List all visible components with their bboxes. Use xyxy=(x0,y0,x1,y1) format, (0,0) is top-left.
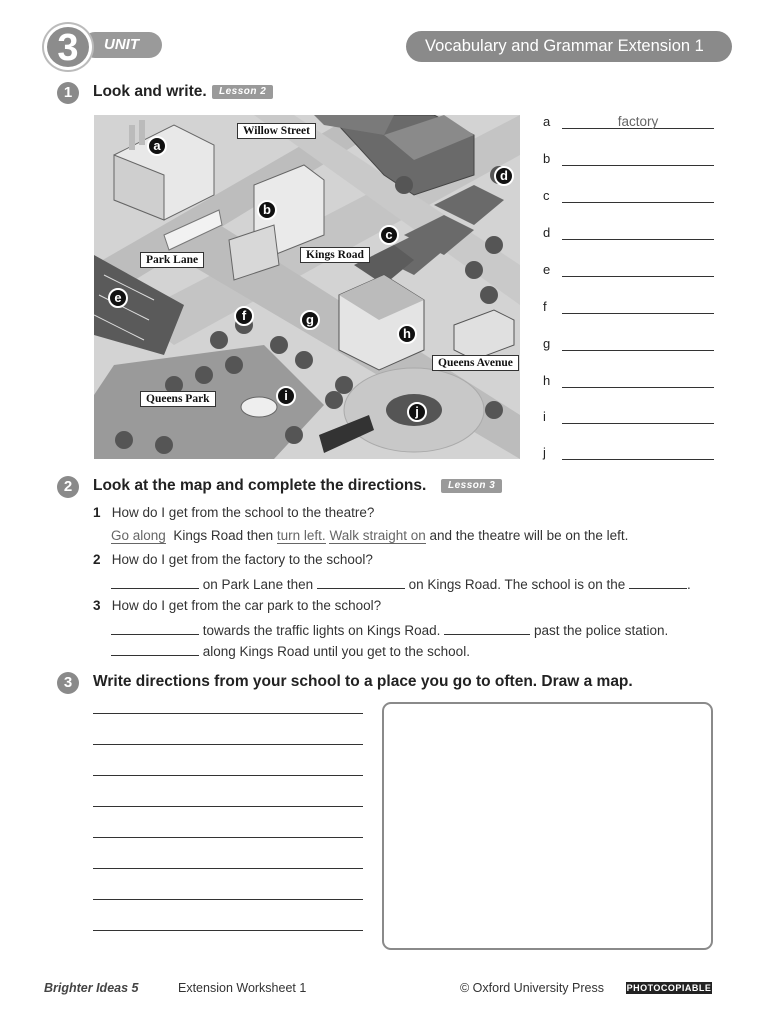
answer-letter: h xyxy=(543,373,551,388)
answer-fill[interactable]: turn left. xyxy=(276,528,326,543)
answer-row xyxy=(543,299,715,319)
map-drawing-box[interactable] xyxy=(382,702,713,950)
question-2 xyxy=(93,552,373,567)
footer-brand: Brighter Ideas 5 xyxy=(44,981,139,995)
answer-field[interactable] xyxy=(562,262,714,277)
answer-text: past the police station. xyxy=(533,623,669,638)
section-2-lesson-tag: Lesson 3 xyxy=(441,479,502,493)
map-illustration xyxy=(94,115,520,459)
map-label-kings-road: Kings Road xyxy=(300,247,370,263)
map-marker-j: j xyxy=(407,402,427,422)
map-marker-f: f xyxy=(234,306,254,326)
town-map xyxy=(94,115,520,459)
answer-letter: f xyxy=(543,299,547,314)
blank-field[interactable] xyxy=(111,642,199,656)
map-label-willow-street: Willow Street xyxy=(237,123,316,139)
section-1-title: Look and write. xyxy=(93,83,207,100)
writing-line[interactable] xyxy=(93,868,363,869)
question-text: How do I get from the car park to the school? xyxy=(111,598,382,613)
answer-field[interactable]: factory xyxy=(562,114,714,129)
answer-text: on Park Lane then xyxy=(202,577,314,592)
answer-fill[interactable]: Go along xyxy=(111,528,166,543)
answer-text: towards the traffic lights on Kings Road. xyxy=(202,623,441,638)
answer-row xyxy=(543,188,715,208)
answer-row xyxy=(543,151,715,171)
map-label-queens-avenue: Queens Avenue xyxy=(432,355,519,371)
answer-letter: g xyxy=(543,336,551,351)
answer-letter: d xyxy=(543,225,551,240)
answer-row xyxy=(543,336,715,356)
answer-row xyxy=(543,373,715,393)
map-marker-d: d xyxy=(494,166,514,186)
map-label-queens-park: Queens Park xyxy=(140,391,216,407)
section-1-number: 1 xyxy=(57,82,79,104)
map-marker-i: i xyxy=(276,386,296,406)
answer-text: and the theatre will be on the left. xyxy=(429,528,629,543)
answer-letter: b xyxy=(543,151,551,166)
blank-field[interactable] xyxy=(111,621,199,635)
map-marker-c: c xyxy=(379,225,399,245)
section-2-title: Look at the map and complete the directions. xyxy=(93,477,427,494)
answer-end: . xyxy=(687,577,691,592)
answer-row xyxy=(543,262,715,282)
answer-field[interactable] xyxy=(562,445,714,460)
answer-field[interactable] xyxy=(562,225,714,240)
answer-fill[interactable]: Walk straight on xyxy=(329,528,426,543)
map-marker-g: g xyxy=(300,310,320,330)
answer-row xyxy=(543,114,715,134)
answer-letter: j xyxy=(543,445,546,460)
blank-field[interactable] xyxy=(317,575,405,589)
map-label-park-lane: Park Lane xyxy=(140,252,204,268)
unit-pill xyxy=(82,32,162,58)
writing-line[interactable] xyxy=(93,775,363,776)
map-marker-e: e xyxy=(108,288,128,308)
section-3-number: 3 xyxy=(57,672,79,694)
footer-worksheet: Extension Worksheet 1 xyxy=(178,981,307,995)
answer-field[interactable] xyxy=(562,299,714,314)
answer-3b xyxy=(111,642,470,659)
photocopiable-badge: PHOTOCOPIABLE xyxy=(626,983,712,993)
question-text: How do I get from the factory to the school? xyxy=(111,552,373,567)
question-3 xyxy=(93,598,381,613)
answer-field[interactable] xyxy=(562,336,714,351)
writing-line[interactable] xyxy=(93,744,363,745)
answer-letter: i xyxy=(543,409,546,424)
answer-2 xyxy=(111,575,691,592)
blank-field[interactable] xyxy=(444,621,530,635)
section-1-lesson-tag: Lesson 2 xyxy=(212,85,273,99)
worksheet-title: Vocabulary and Grammar Extension 1 xyxy=(406,31,732,62)
question-text: How do I get from the school to the theatre? xyxy=(111,505,375,520)
writing-line[interactable] xyxy=(93,806,363,807)
unit-badge xyxy=(44,24,164,69)
answer-row xyxy=(543,409,715,429)
answer-row xyxy=(543,445,715,465)
answer-field[interactable] xyxy=(562,373,714,388)
footer-copyright: © Oxford University Press xyxy=(460,981,604,995)
map-marker-h: h xyxy=(397,324,417,344)
section-2-number: 2 xyxy=(57,476,79,498)
question-number: 2 xyxy=(93,552,101,567)
question-number: 1 xyxy=(93,505,101,520)
answer-letter: c xyxy=(543,188,550,203)
answer-letter: e xyxy=(543,262,551,277)
answer-3a xyxy=(111,621,668,638)
question-number: 3 xyxy=(93,598,101,613)
writing-line[interactable] xyxy=(93,930,363,931)
unit-number: 3 xyxy=(57,27,79,69)
answer-field[interactable] xyxy=(562,151,714,166)
answer-1 xyxy=(111,528,628,543)
unit-number-circle xyxy=(44,24,92,70)
writing-line[interactable] xyxy=(93,713,363,714)
blank-field[interactable] xyxy=(629,575,687,589)
map-marker-a: a xyxy=(147,136,167,156)
unit-label: UNIT xyxy=(104,36,139,53)
answer-text: on Kings Road. The school is on the xyxy=(408,577,626,592)
answer-text: Kings Road then xyxy=(173,528,274,543)
writing-line[interactable] xyxy=(93,837,363,838)
map-marker-b: b xyxy=(257,200,277,220)
answer-field[interactable] xyxy=(562,409,714,424)
question-1 xyxy=(93,505,374,520)
answer-row xyxy=(543,225,715,245)
answer-text: along Kings Road until you get to the school. xyxy=(202,644,470,659)
writing-line[interactable] xyxy=(93,899,363,900)
answer-field[interactable] xyxy=(562,188,714,203)
blank-field[interactable] xyxy=(111,575,199,589)
section-3-title: Write directions from your school to a place you go to often. Draw a map. xyxy=(93,673,633,690)
answer-letter: a xyxy=(543,114,551,129)
